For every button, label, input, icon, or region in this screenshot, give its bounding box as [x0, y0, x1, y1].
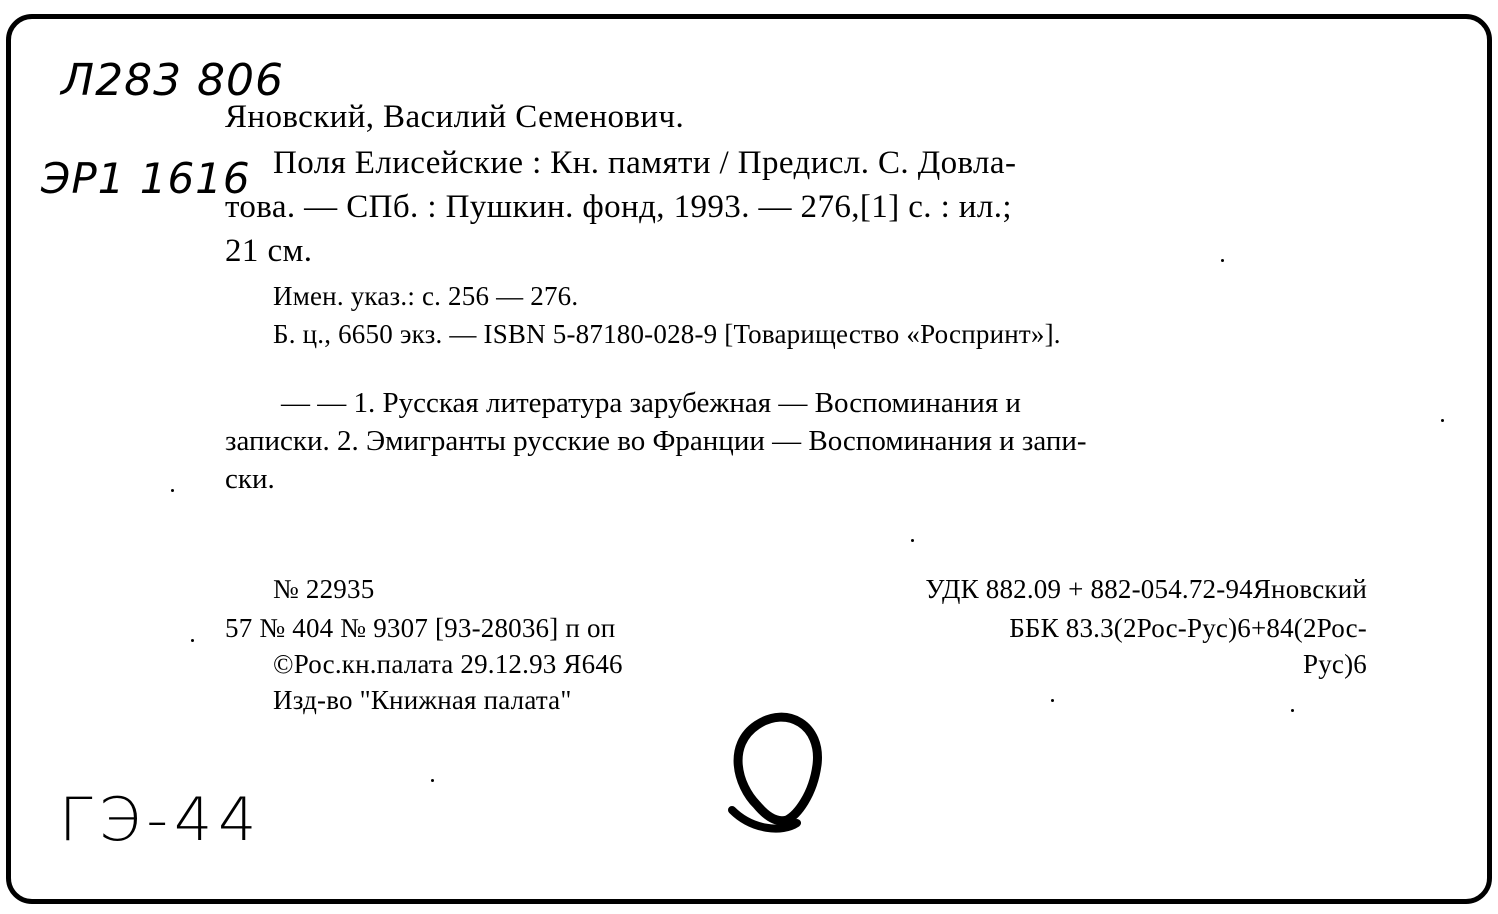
record-title-line-3: 21 см.	[225, 233, 313, 269]
speck	[431, 779, 434, 782]
footer-card-number: № 22935	[273, 574, 375, 604]
speck	[1291, 709, 1294, 712]
record-title-line-1: Поля Елисейские : Кн. памяти / Предисл. С. Довла-	[273, 145, 1017, 181]
record-subjects-line-1: — — 1. Русская литература зарубежная — Воспоминания и	[281, 387, 1021, 419]
record-subjects-line-2: записки. 2. Эмигранты русские во Франции — Воспоминания и запи-	[225, 425, 1087, 457]
record-heading: Яновский, Василий Семенович.	[225, 99, 685, 135]
footer-publisher: Изд-во "Книжная палата"	[273, 685, 572, 715]
footer-registration: 57 № 404 № 9307 [93-28036] п оп	[225, 613, 616, 643]
footer-udk: УДК 882.09 + 882-054.72-94Яновский	[925, 574, 1367, 604]
record-note-index: Имен. указ.: с. 256 — 276.	[273, 281, 579, 311]
record-title-line-2: това. — СПб. : Пушкин. фонд, 1993. — 276,[1] с. : ил.;	[225, 189, 1012, 225]
footer-copyright: ©Рос.кн.палата 29.12.93 Я646	[273, 649, 623, 679]
handwritten-shelfmark-top: Л283 806	[61, 55, 285, 106]
footer-bbk: ББК 83.3(2Рос-Рус)6+84(2Рос-	[1009, 613, 1367, 643]
record-note-isbn: Б. ц., 6650 экз. — ISBN 5-87180-028-9 [Товарищество «Роспринт»].	[273, 319, 1061, 349]
speck	[1051, 699, 1054, 702]
speck	[911, 539, 914, 542]
speck	[1441, 419, 1444, 422]
ink-stamp-mark	[697, 705, 857, 865]
catalog-card	[6, 14, 1492, 904]
record-subjects-line-3: ски.	[225, 463, 275, 495]
speck	[171, 489, 174, 492]
handwritten-shelfmark-second: ЭР1 1616	[41, 154, 251, 203]
handwritten-bottom-note: ГЭ-44	[59, 785, 263, 855]
footer-bbk-cont: Рус)6	[1303, 649, 1367, 679]
speck	[191, 639, 194, 642]
speck	[1221, 259, 1224, 262]
